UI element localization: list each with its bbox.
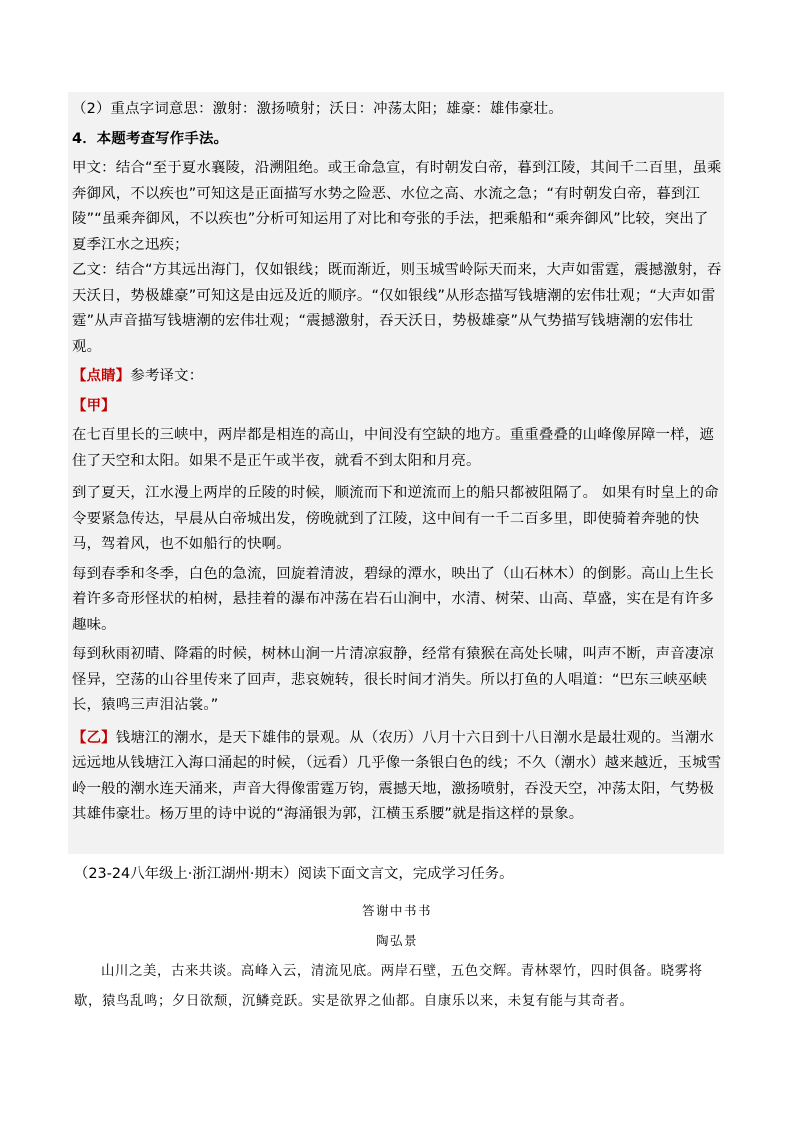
yi-translation: 钱塘江的潮水，是天下雄伟的景观。从（农历）八月十六日到十八日潮水是最壮观的。当潮水远远地从钱塘江入海口涌起的时候，（远看）几乎像一条银白色的线；不久（潮水）越来越近，玉城雪岭一般的潮水连天涌来，声音大得像雷霆万钧，震撼天地，激扬喷射，吞没天空，冲荡太阳，气势极其雄伟豪壮。杨万里的诗中说的“海涌银为郭，江横玉系腰”就是指这样的景象。 (72, 729, 722, 822)
jia-translation-3: 每到春季和冬季，白色的急流，回旋着清波，碧绿的潭水，映出了（山石林木）的倒影。高山上生长着许多奇形怪状的柏树，悬挂着的瀑布冲荡在岩石山涧中，水清、树荣、山高、草盛，实在是有许多趣味。 (72, 565, 714, 633)
q2-line (72, 97, 722, 123)
jia-analysis: 甲文：结合“至于夏水襄陵，沿溯阻绝。或王命急宣，有时朝发白帝，暮到江陵，其间千二百里，虽乘奔御风，不以疾也”可知这是正面描写水势之险恶、水位之高、水流之急；“有时朝发白帝，暮到江陵”“虽乘奔御风，不以疾也”分析可知运用了对比和夸张的手法，把乘船和“乘奔御风”比较，突出了夏季江水之迅疾； (72, 160, 722, 253)
yi-analysis: 乙文：结合“方其远出海门，仅如银线；既而渐近，则玉城雪岭际天而来，大声如雷霆，震撼激射，吞天沃日，势极雄豪”可知这是由远及近的顺序。“仅如银线”从形态描写钱塘潮的宏伟壮观；“大声如雷霆”从声音描写钱塘潮的宏伟壮观；“震撼激射，吞天沃日，势极雄豪”从气势描写钱塘潮的宏伟壮观。 (72, 262, 722, 355)
dianjing-line (72, 364, 722, 390)
dianjing-text: 参考译文： (130, 368, 204, 384)
jia-translation-4: 每到秋雨初晴、降霜的时候，树林山涧一片清凉寂静，经常有猿猴在高处长啸，叫声不断，声音凄凉怪异，空荡的山谷里传来了回声，悲哀婉转，很长时间才消失。所以打鱼的人唱道：“巴东三峡巫峡长，猿鸣三声泪沾裳。” (72, 646, 714, 713)
poem-body: 山川之美，古来共谈。高峰入云，清流见底。两岸石壁，五色交辉。青林翠竹，四时俱备。晓雾将歇，猿鸟乱鸣；夕日欲颓，沉鳞竞跃。实是欲界之仙都。自康乐以来，未复有能与其奇者。 (74, 964, 703, 1009)
answer-panel (68, 92, 724, 854)
dianjing-label: 【点睛】 (72, 368, 131, 384)
question-source: （23-24八年级上·浙江湖州·期末）阅读下面文言文，完成学习任务。 (74, 866, 514, 882)
jia-translation-2: 到了夏天，江水漫上两岸的丘陵的时候，顺流而下和逆流而上的船只都被阻隔了。 如果有时皇上的命令要紧急传达，早晨从白帝城出发，傍晚就到了江陵，这中间有一千二百多里，即使骑着奔驰的快马，驾着风，也不如船行的快啊。 (72, 485, 719, 552)
poem-author: 陶弘景 (375, 933, 418, 948)
yi-label: 【乙】 (72, 729, 116, 746)
jia-label: 【甲】 (72, 397, 116, 414)
jia-translation-1: 在七百里长的三峡中，两岸都是相连的高山，中间没有空缺的地方。重重叠叠的山峰像屏障一样，遮住了天空和太阳。如果不是正午或半夜，就看不到太阳和月亮。 (72, 427, 714, 469)
q2-text: 重点字词意思：激射：激扬喷射；沃日：冲荡太阳；雄豪：雄伟豪壮。 (110, 101, 563, 117)
q4-heading: 4．本题考查写作手法。 (72, 130, 229, 147)
poem-title: 答谢中书书 (361, 903, 432, 918)
q2-label: （2） (72, 101, 111, 117)
yi-translation-line (72, 726, 722, 828)
